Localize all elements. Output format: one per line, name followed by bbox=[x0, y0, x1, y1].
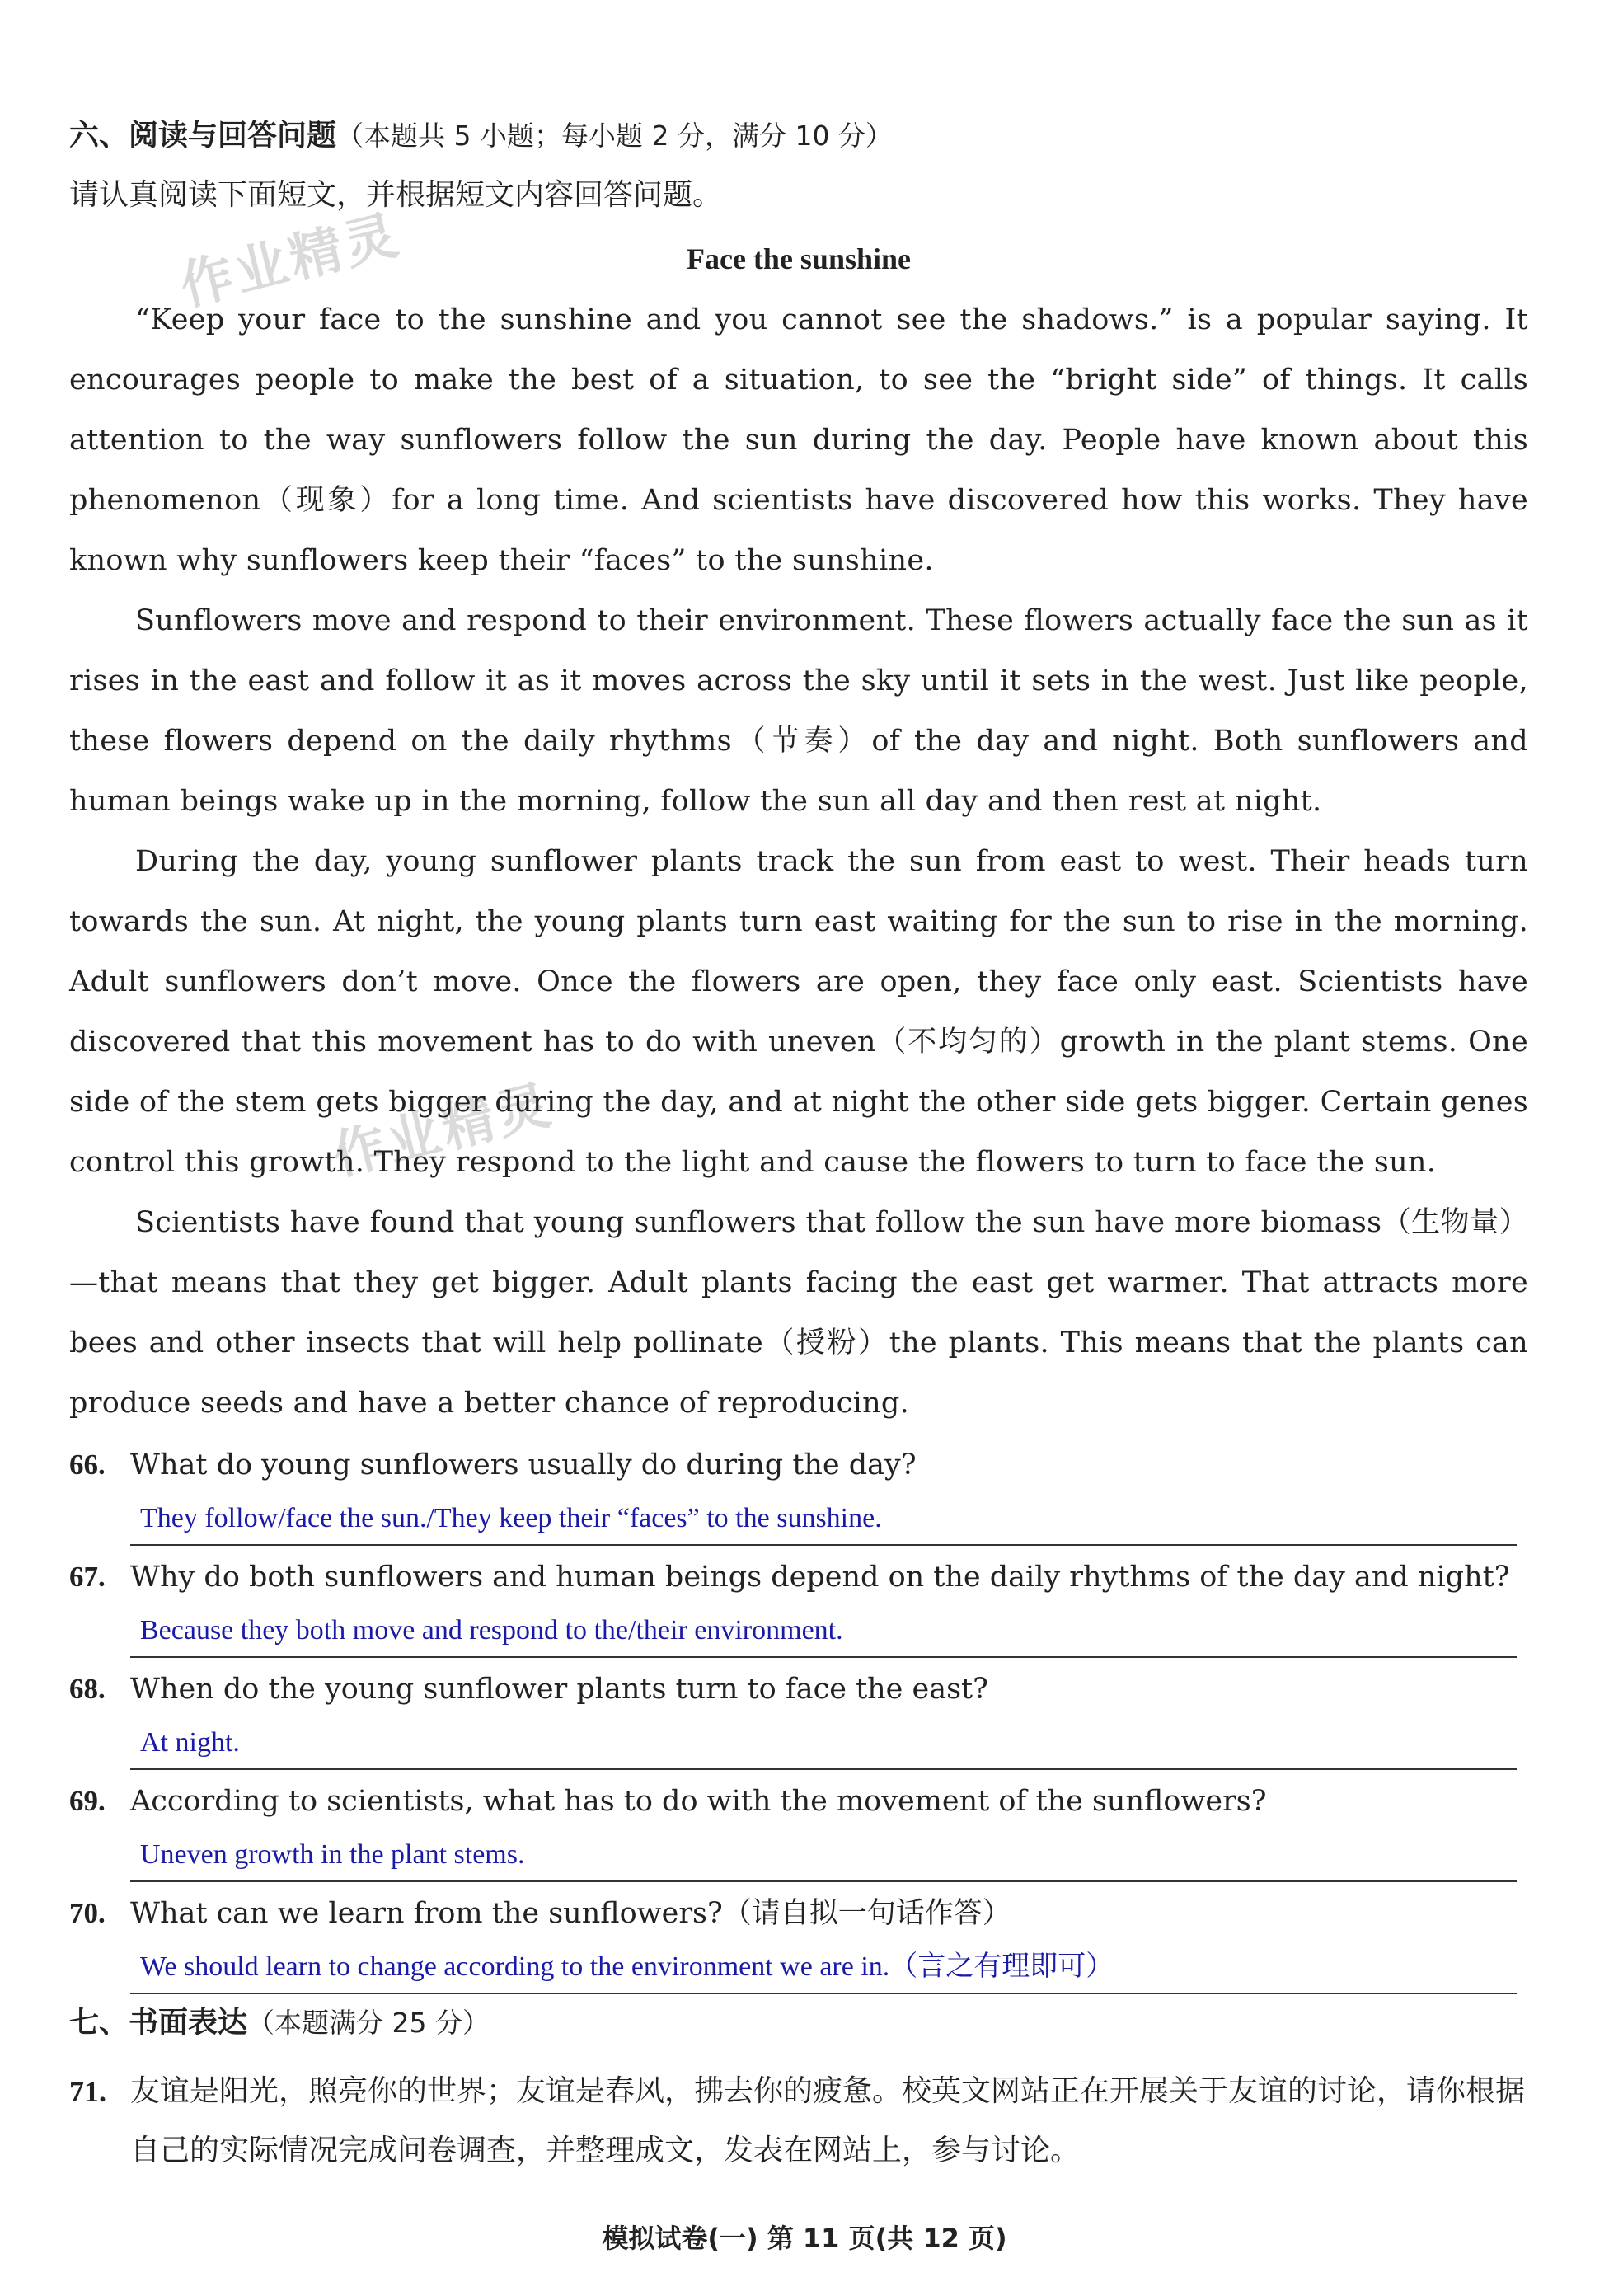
question-number: 71. bbox=[69, 2075, 106, 2108]
passage-paragraph: “Keep your face to the sunshine and you cannot see the shadows.” is a popular saying. It encourages people to make the best of a situation, to see the “bright side” of things. It calls attention to the way sunflowers follow the sun during the day. People have known about this phenomenon（现象）for a long time. And scientists have discovered how this works. They have known why sunflowers keep their “faces” to the sunshine. bbox=[69, 303, 1528, 577]
passage-paragraph: Scientists have found that young sunflowers that follow the sun have more biomass（生物量）—that means that they get bigger. Adult plants facing the east get warmer. That attracts more bees and other insects that will help pollinate（授粉）the plants. This means that the plants can produce seeds and have a better chance of reproducing. bbox=[69, 1206, 1528, 1420]
question-text: Why do both sunflowers and human beings depend on the daily rhythms of the day and night? bbox=[130, 1561, 1510, 1594]
passage-paragraph: Sunflowers move and respond to their environment. These flowers actually face the sun as it rises in the east and follow it as it moves across the sky until it sets in the west. Just like people, these flowers depend on the daily rhythms（节奏）of the day and night. Both sunflowers and human beings wake up in the morning, follow the sun all day and then rest at night. bbox=[69, 604, 1528, 818]
question-number: 67. bbox=[69, 1561, 106, 1593]
question-number: 68. bbox=[69, 1673, 106, 1705]
question-text: When do the young sunflower plants turn to face the east? bbox=[130, 1673, 988, 1706]
answer-line[interactable]: Because they both move and respond to the/their environment. bbox=[130, 1607, 1517, 1658]
section7-heading bbox=[69, 2003, 1528, 2044]
question-text: According to scientists, what has to do with the movement of the sunflowers? bbox=[130, 1785, 1267, 1818]
section7-note: （本题满分 25 分） bbox=[247, 2007, 490, 2039]
question-number: 70. bbox=[69, 1897, 106, 1929]
question-number: 69. bbox=[69, 1785, 106, 1817]
question-number: 66. bbox=[69, 1448, 106, 1481]
question-67 bbox=[69, 1547, 1528, 1658]
page-footer: 模拟试卷(一) 第 11 页(共 12 页) bbox=[602, 2223, 1007, 2254]
section7-title: 七、书面表达 bbox=[69, 2006, 248, 2040]
section6-instruction: 请认真阅读下面短文，并根据短文内容回答问题。 bbox=[69, 178, 723, 212]
question-text: 友谊是阳光，照亮你的世界；友谊是春风，拂去你的疲惫。校英文网站正在开展关于友谊的讨论，请你根据自己的实际情况完成问卷调查，并整理成文，发表在网站上，参与讨论。 bbox=[130, 2074, 1526, 2167]
answer-line[interactable]: We should learn to change according to the environment we are in.（言之有理即可） bbox=[130, 1943, 1517, 1994]
watermark: 作业精灵 bbox=[174, 204, 407, 318]
question-66 bbox=[69, 1435, 1528, 1546]
passage-paragraph: During the day, young sunflower plants track the sun from east to west. Their heads turn towards the sun. At night, the young plants turn east waiting for the sun to rise in the morning. Adult sunflowers don’t move. Once the flowers are open, they face only east. Scientists have discovered that this movement has to do with uneven（不均匀的）growth in the plant stems. One side of the stem gets bigger during the day, and at night the other side gets bigger. Certain genes control this growth. They respond to the light and cause the flowers to turn to face the sun. bbox=[69, 845, 1528, 1179]
question-69 bbox=[69, 1772, 1528, 1882]
question-68 bbox=[69, 1660, 1528, 1770]
question-70 bbox=[69, 1884, 1528, 1994]
section6-heading bbox=[69, 115, 1528, 157]
passage-title: Face the sunshine bbox=[686, 242, 912, 275]
question-71 bbox=[69, 2062, 1528, 2181]
watermark: 作业精灵 bbox=[326, 1074, 560, 1188]
question-text: What can we learn from the sunflowers?（请自拟一句话作答） bbox=[130, 1897, 1011, 1930]
section6-note: （本题共 5 小题；每小题 2 分，满分 10 分） bbox=[336, 120, 893, 152]
answer-line[interactable]: At night. bbox=[130, 1719, 1517, 1770]
question-text: What do young sunflowers usually do during the day? bbox=[130, 1448, 917, 1481]
exam-page bbox=[69, 115, 1528, 2181]
answer-line[interactable]: Uneven growth in the plant stems. bbox=[130, 1831, 1517, 1882]
answer-line[interactable]: They follow/face the sun./They keep their “faces” to the sunshine. bbox=[130, 1495, 1517, 1546]
section6-title: 六、阅读与回答问题 bbox=[69, 119, 337, 153]
